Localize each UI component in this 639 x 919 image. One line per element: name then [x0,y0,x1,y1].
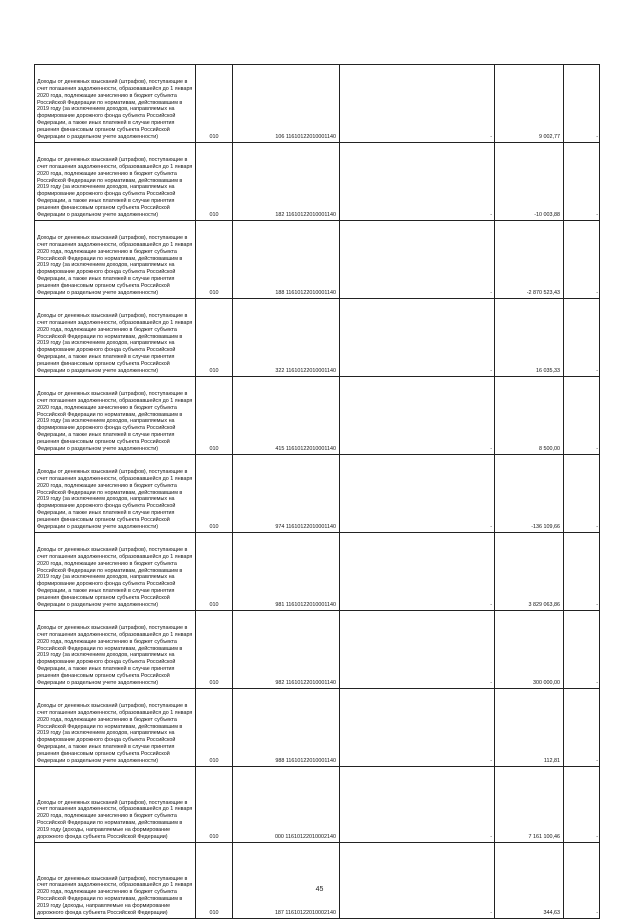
row-executed-value: 8 500,00 [495,377,564,455]
row-approved-value: - [340,689,495,767]
row-description: Доходы от денежных взысканий (штрафов), поступающие в счет погашения задолженности, образовавшейся до 1 января 2020 года, подлежащие зачислению в бюджет субъекта Российской Федерации по нормативам, действовавшим в 2019 году (за исключением доходов, направляемых на формирование дорожного фонда субъекта Российской Федерации, а также иных платежей в случае принятия решения финансовым органом субъекта Российской Федерации о раздельном учете задолженности) [35,611,196,689]
row-unexecuted-value: - [564,377,600,455]
table-body [35,65,600,919]
row-description: Доходы от денежных взысканий (штрафов), поступающие в счет погашения задолженности, образовавшейся до 1 января 2020 года, подлежащие зачислению в бюджет субъекта Российской Федерации по нормативам, действовавшим в 2019 году (за исключением доходов, направляемых на формирование дорожного фонда субъекта Российской Федерации, а также иных платежей в случае принятия решения финансовым органом субъекта Российской Федерации о раздельном учете задолженности) [35,533,196,611]
row-income-code: 415 11610122010001140 [233,377,340,455]
revenue-table [34,64,600,919]
row-executed-value: 112,81 [495,689,564,767]
row-description: Доходы от денежных взысканий (штрафов), поступающие в счет погашения задолженности, образовавшейся до 1 января 2020 года, подлежащие зачислению в бюджет субъекта Российской Федерации по нормативам, действовавшим в 2019 году (за исключением доходов, направляемых на формирование дорожного фонда субъекта Российской Федерации, а также иных платежей в случае принятия решения финансовым органом субъекта Российской Федерации о раздельном учете задолженности) [35,689,196,767]
table-row [35,843,600,919]
table-row [35,377,600,455]
row-line-code: 010 [196,299,233,377]
row-income-code: 187 11610122010002140 [233,843,340,919]
table-row [35,221,600,299]
row-description: Доходы от денежных взысканий (штрафов), поступающие в счет погашения задолженности, образовавшейся до 1 января 2020 года, подлежащие зачислению в бюджет субъекта Российской Федерации по нормативам, действовавшим в 2019 году (за исключением доходов, направляемых на формирование дорожного фонда субъекта Российской Федерации, а также иных платежей в случае принятия решения финансовым органом субъекта Российской Федерации о раздельном учете задолженности) [35,377,196,455]
row-income-code: 322 11610122010001140 [233,299,340,377]
row-unexecuted-value: - [564,611,600,689]
row-unexecuted-value: - [564,221,600,299]
table-row [35,533,600,611]
row-income-code: 981 11610122010001140 [233,533,340,611]
row-line-code: 010 [196,65,233,143]
row-description: Доходы от денежных взысканий (штрафов), поступающие в счет погашения задолженности, образовавшейся до 1 января 2020 года, подлежащие зачислению в бюджет субъекта Российской Федерации по нормативам, действовавшим в 2019 году (за исключением доходов, направляемых на формирование дорожного фонда субъекта Российской Федерации, а также иных платежей в случае принятия решения финансовым органом субъекта Российской Федерации о раздельном учете задолженности) [35,65,196,143]
row-line-code: 010 [196,611,233,689]
row-description: Доходы от денежных взысканий (штрафов), поступающие в счет погашения задолженности, образовавшейся до 1 января 2020 года, подлежащие зачислению в бюджет субъекта Российской Федерации по нормативам, действовавшим в 2019 году (за исключением доходов, направляемых на формирование дорожного фонда субъекта Российской Федерации, а также иных платежей в случае принятия решения финансовым органом субъекта Российской Федерации о раздельном учете задолженности) [35,221,196,299]
table-row [35,299,600,377]
row-line-code: 010 [196,767,233,843]
row-unexecuted-value: - [564,143,600,221]
row-unexecuted-value: - [564,299,600,377]
row-unexecuted-value: - [564,65,600,143]
row-unexecuted-value: - [564,533,600,611]
row-description: Доходы от денежных взысканий (штрафов), поступающие в счет погашения задолженности, образовавшейся до 1 января 2020 года, подлежащие зачислению в бюджет субъекта Российской Федерации по нормативам, действовавшим в 2019 году (за исключением доходов, направляемых на формирование дорожного фонда субъекта Российской Федерации, а также иных платежей в случае принятия решения финансовым органом субъекта Российской Федерации о раздельном учете задолженности) [35,143,196,221]
row-line-code: 010 [196,377,233,455]
row-approved-value: - [340,221,495,299]
row-approved-value: - [340,611,495,689]
row-unexecuted-value: - [564,767,600,843]
row-executed-value: 300 000,00 [495,611,564,689]
row-line-code: 010 [196,533,233,611]
table-row [35,767,600,843]
table-row [35,689,600,767]
row-income-code: 182 11610122010001140 [233,143,340,221]
row-approved-value: - [340,533,495,611]
row-executed-value: -2 870 523,43 [495,221,564,299]
row-approved-value: - [340,65,495,143]
row-line-code: 010 [196,843,233,919]
row-executed-value: 9 002,77 [495,65,564,143]
row-approved-value: - [340,767,495,843]
table-row [35,455,600,533]
row-executed-value: 344,63 [495,843,564,919]
table-row [35,611,600,689]
row-description: Доходы от денежных взысканий (штрафов), поступающие в счет погашения задолженности, образовавшейся до 1 января 2020 года, подлежащие зачислению в бюджет субъекта Российской Федерации по нормативам, действовавшим в 2019 году (доходы, направляемые на формирование дорожного фонда субъекта Российской Федерации) [35,767,196,843]
row-unexecuted-value: - [564,689,600,767]
row-unexecuted-value: - [564,843,600,919]
row-approved-value: - [340,843,495,919]
row-executed-value: -10 003,88 [495,143,564,221]
row-approved-value: - [340,455,495,533]
row-income-code: 106 11610122010001140 [233,65,340,143]
row-description: Доходы от денежных взысканий (штрафов), поступающие в счет погашения задолженности, образовавшейся до 1 января 2020 года, подлежащие зачислению в бюджет субъекта Российской Федерации по нормативам, действовавшим в 2019 году (за исключением доходов, направляемых на формирование дорожного фонда субъекта Российской Федерации, а также иных платежей в случае принятия решения финансовым органом субъекта Российской Федерации о раздельном учете задолженности) [35,299,196,377]
row-unexecuted-value: - [564,455,600,533]
row-income-code: 974 11610122010001140 [233,455,340,533]
row-executed-value: 3 829 063,86 [495,533,564,611]
row-approved-value: - [340,377,495,455]
table-row [35,65,600,143]
row-income-code: 982 11610122010001140 [233,611,340,689]
row-approved-value: - [340,299,495,377]
row-line-code: 010 [196,455,233,533]
report-page [34,64,599,919]
table-row [35,143,600,221]
row-income-code: 988 11610122010001140 [233,689,340,767]
row-income-code: 188 11610122010001140 [233,221,340,299]
row-executed-value: -136 109,66 [495,455,564,533]
row-income-code: 000 11610122010002140 [233,767,340,843]
row-description: Доходы от денежных взысканий (штрафов), поступающие в счет погашения задолженности, образовавшейся до 1 января 2020 года, подлежащие зачислению в бюджет субъекта Российской Федерации по нормативам, действовавшим в 2019 году (за исключением доходов, направляемых на формирование дорожного фонда субъекта Российской Федерации, а также иных платежей в случае принятия решения финансовым органом субъекта Российской Федерации о раздельном учете задолженности) [35,455,196,533]
row-line-code: 010 [196,689,233,767]
row-executed-value: 16 035,33 [495,299,564,377]
row-line-code: 010 [196,143,233,221]
page-number: 45 [315,886,324,893]
row-line-code: 010 [196,221,233,299]
row-approved-value: - [340,143,495,221]
row-executed-value: 7 161 100,46 [495,767,564,843]
row-description: Доходы от денежных взысканий (штрафов), поступающие в счет погашения задолженности, образовавшейся до 1 января 2020 года, подлежащие зачислению в бюджет субъекта Российской Федерации по нормативам, действовавшим в 2019 году (доходы, направляемые на формирование дорожного фонда субъекта Российской Федерации) [35,843,196,919]
